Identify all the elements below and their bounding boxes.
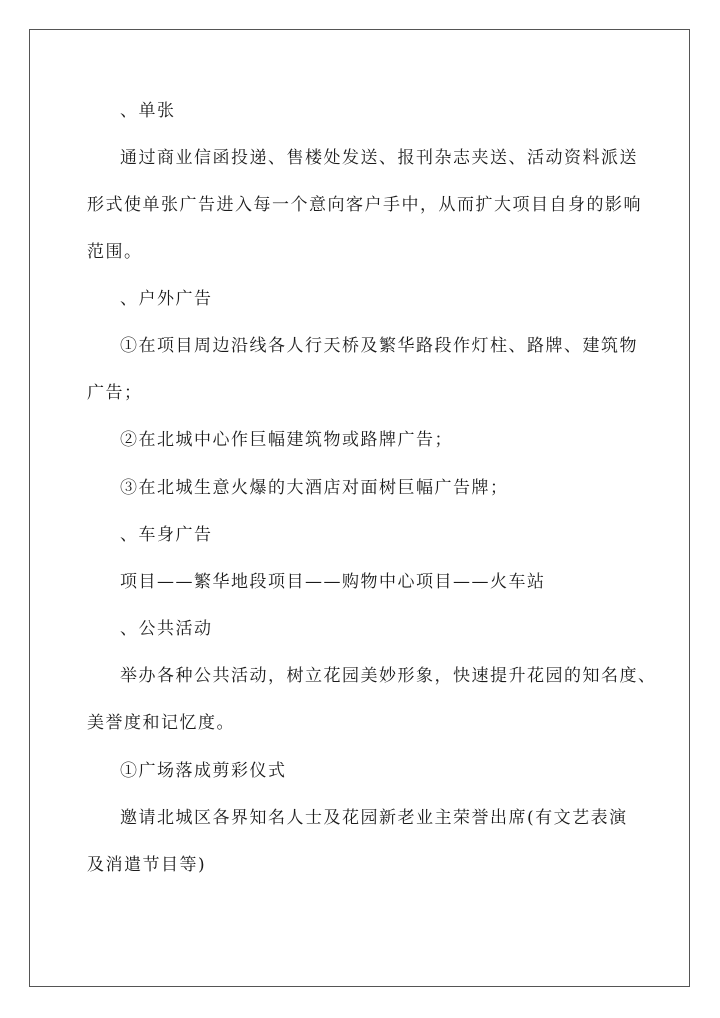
paragraph-line: ②在北城中心作巨幅建筑物或路牌广告；: [120, 430, 453, 450]
paragraph-line: ③在北城生意火爆的大酒店对面树巨幅广告牌；: [120, 478, 509, 498]
paragraph-line: 邀请北城区各界知名人士及花园新老业主荣誉出席(有文艺表演: [120, 808, 628, 828]
heading-outdoor-ads: 、户外广告: [120, 289, 213, 309]
paragraph-line: 举办各种公共活动，树立花园美妙形象，快速提升花园的知名度、: [120, 666, 657, 686]
paragraph-line: ①广场落成剪彩仪式: [120, 761, 287, 781]
heading-vehicle-ads: 、车身广告: [120, 525, 213, 545]
heading-public-events: 、公共活动: [120, 619, 213, 639]
page-border: [29, 29, 690, 987]
paragraph-line: 广告；: [87, 383, 143, 403]
paragraph-line: 范围。: [87, 242, 143, 262]
paragraph-line: 形式使单张广告进入每一个意向客户手中，从而扩大项目自身的影响: [87, 195, 642, 215]
paragraph-line: 项目——繁华地段项目——购物中心项目——火车站: [120, 572, 546, 592]
paragraph-line: 及消遣节目等): [87, 855, 207, 875]
paragraph-line: 通过商业信函投递、售楼处发送、报刊杂志夹送、活动资料派送: [120, 148, 638, 168]
heading-single-sheet: 、单张: [120, 101, 176, 121]
paragraph-line: 美誉度和记忆度。: [87, 713, 235, 733]
paragraph-line: ①在项目周边沿线各人行天桥及繁华路段作灯柱、路牌、建筑物: [120, 336, 638, 356]
